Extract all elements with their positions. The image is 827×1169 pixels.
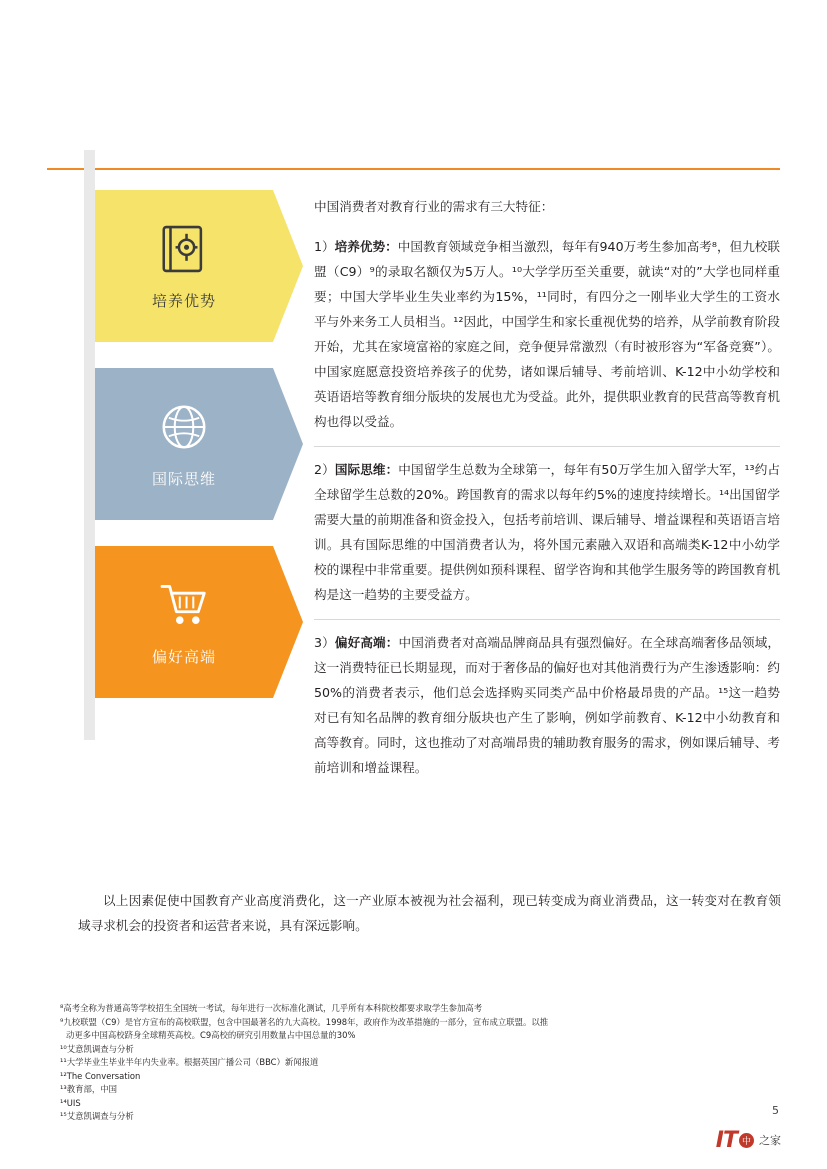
feature-title: 国际思维： xyxy=(334,462,399,477)
globe-icon xyxy=(157,400,211,454)
logo-badge: 中 xyxy=(739,1133,754,1148)
logo-text: IT xyxy=(715,1128,737,1153)
arrow-tip xyxy=(273,190,303,342)
arrow-tip xyxy=(273,368,303,520)
feature-number: 2） xyxy=(314,462,335,477)
footnote-item: 动更多中国高校跻身全球精英高校。C9高校的研究引用数量占中国总量的30% xyxy=(66,1030,356,1040)
feature-item xyxy=(314,446,780,619)
footnote-item: ¹²The Conversation xyxy=(60,1070,141,1081)
footnote-item: ¹³教育部，中国 xyxy=(60,1084,117,1094)
feature-body: 中国消费者对高端品牌商品具有强烈偏好。在全球高端奢侈品领域，这一消费特征已长期显现，而对于奢侈品的偏好也对其他消费行为产生渗透影响：约50%的消费者表示，他们总会选择购买同类产品中价格最昂贵的产品。¹⁵这一趋势对已有知名品牌的教育细分版块也产生了影响，例如学前教育、K-12中小幼教育和高等教育。同时，这也推动了对高端昂贵的辅助教育服务的需求，例如课后辅导、考前培训和增益课程。 xyxy=(314,635,781,775)
feature-body: 中国留学生总数为全球第一，每年有50万学生加入留学大军，¹³约占全球留学生总数的20%。跨国教育的需求以每年约5%的速度持续增长。¹⁴出国留学需要大量的前期准备和资金投入，包括考前培训、课后辅导、增益课程和英语语言培训。具有国际思维的中国消费者认为，将外国元素融入双语和高端类K-12中小幼学校的课程中非常重要。提供例如预科课程、留学咨询和其他学生服务等的跨国教育机构是这一趋势的主要受益方。 xyxy=(314,462,781,602)
body-column xyxy=(314,196,780,792)
shopping-cart-icon xyxy=(157,578,211,632)
feature-title: 培养优势： xyxy=(334,239,398,254)
footnote-item: ¹⁵艾意凯调查与分析 xyxy=(60,1111,134,1121)
feature-card-cultivate xyxy=(95,190,273,342)
feature-item xyxy=(314,619,780,792)
header-rule xyxy=(47,168,780,170)
footnote-item: ¹⁰艾意凯调查与分析 xyxy=(60,1043,134,1054)
feature-body: 中国教育领域竞争相当激烈，每年有940万考生参加高考⁸，但九校联盟（C9）⁹的录取名额仅为5万人。¹⁰大学学历至关重要，就读“对的”大学也同样重要；中国大学毕业生失业率约为15%，¹¹同时，有四分之一刚毕业大学生的工资水平与外来务工人员相当。¹²因此，中国学生和家长重视优势的培养，从学前教育阶段开始，尤其在家境富裕的家庭之间，竞争便异常激烈（有时被形容为“军备竞赛”）。中国家庭愿意投资培养孩子的优势，诸如课后辅导、考前培训、K-12中小幼学校和英语语培等教育细分版块的发展也尤为受益。此外，提供职业教育的民营高等教育机构也得以受益。 xyxy=(314,239,781,429)
feature-card-international xyxy=(95,368,273,520)
closing-paragraph: 以上因素促使中国教育产业高度消费化，这一产业原本被视为社会福利，现已转变成为商业消费品，这一转变对在教育领域寻求机会的投资者和运营者来说，具有深远影响。 xyxy=(78,893,781,933)
logo-suffix: 之家 xyxy=(759,1134,781,1147)
timeline-connector xyxy=(84,150,95,740)
page-number: 5 xyxy=(772,1104,779,1117)
footnote-item: ¹⁴UIS xyxy=(60,1097,81,1108)
footnote-item: ⁹九校联盟（C9）是官方宣布的高校联盟，包含中国最著名的九大高校。1998年，政府作为改革措施的一部分，宣布成立联盟。以推 xyxy=(60,1016,549,1027)
feature-number: 1） xyxy=(314,239,335,254)
feature-number: 3） xyxy=(314,635,335,650)
feature-card-column xyxy=(95,190,295,724)
feature-title: 偏好高端： xyxy=(334,635,399,650)
feature-card-label: 国际思维 xyxy=(151,469,216,488)
feature-item xyxy=(314,224,780,446)
feature-card-label: 偏好高端 xyxy=(151,647,216,666)
intro-paragraph: 中国消费者对教育行业的需求有三大特征： xyxy=(314,199,554,214)
footnote-item: ¹¹大学毕业生毕业半年内失业率。根据英国广播公司（BBC）新闻报道 xyxy=(60,1057,319,1067)
watermark-logo xyxy=(716,1128,781,1153)
arrow-tip xyxy=(273,546,303,698)
footnotes xyxy=(60,1002,780,1124)
feature-card-premium xyxy=(95,546,273,698)
footnote-item: ⁸高考全称为普通高等学校招生全国统一考试，每年进行一次标准化测试，几乎所有本科院校都要求取学生参加高考 xyxy=(60,1003,483,1013)
book-gear-icon xyxy=(157,222,211,276)
feature-card-label: 培养优势 xyxy=(151,291,216,310)
